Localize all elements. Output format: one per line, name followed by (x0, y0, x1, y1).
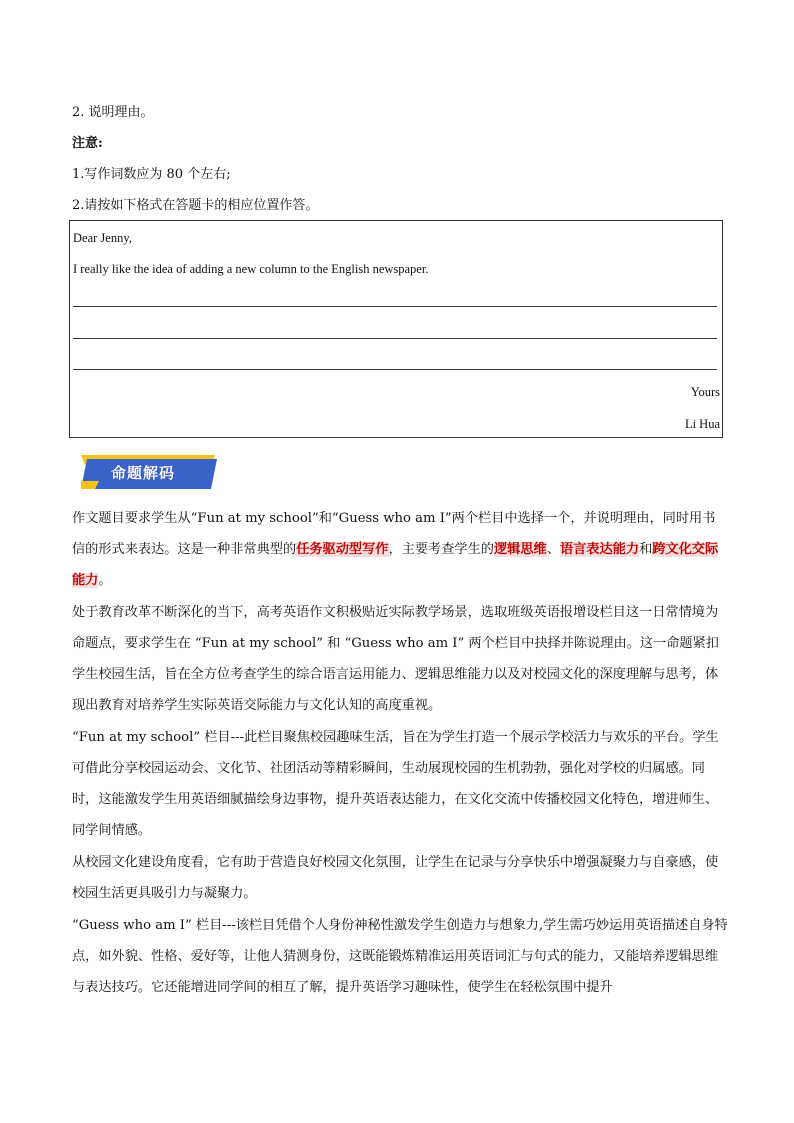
analysis-paragraph: 从校园文化建设角度看，它有助于营造良好校园文化氛围，让学生在记录与分享快乐中增强凝聚力与自豪感，使校园生活更具吸引力与凝聚力。 (72, 855, 719, 901)
note-item-1: 1.写作词数应为 80 个左右; (72, 167, 231, 182)
letter-opening: I really like the idea of adding a new column to the English newspaper. (73, 262, 429, 276)
highlight-term: 逻辑思维 (494, 542, 547, 557)
note-label: 注意: (72, 136, 103, 151)
analysis-paragraph: “Fun at my school” 栏目---此栏目聚焦校园趣味生活，旨在为学生打造一个展示学校活力与欢乐的平台。学生可借此分享校园运动会、文化节、社团活动等精彩瞬间，生动展现校园的生机勃勃，强化对学校的归属感。同时，这能激发学生用英语细腻描绘身边事物，提升英语表达能力，在文化交流中传播校园文化特色，增进师生、同学间情感。 (72, 730, 719, 838)
writing-line (73, 369, 717, 370)
letter-greeting: Dear Jenny, (73, 231, 132, 245)
letter-signature: Li Hua (684, 417, 720, 431)
highlight-term: 语言表达能力 (559, 542, 640, 557)
letter-closing: Yours (690, 385, 720, 399)
letter-template-box (69, 220, 723, 438)
instruction-line: 2. 说明理由。 (72, 105, 154, 120)
analysis-paragraph: “Guess who am I” 栏目---该栏目凭借个人身份神秘性激发学生创造力与想象力,学生需巧妙运用英语描述自身特点，如外貌、性格、爱好等，让他人猜测身份，这既能锻炼精准运用英语词汇与句式的能力，又能培养逻辑思维与表达技巧。它还能增进同学间的相互了解，提升英语学习趣味性，使学生在轻松氛围中提升 (72, 918, 728, 995)
note-item-2: 2.请按如下格式在答题卡的相应位置作答。 (72, 198, 319, 213)
writing-line (73, 306, 717, 307)
writing-line (73, 338, 717, 339)
highlight-term: 任务驱动型写作 (296, 542, 389, 557)
section-banner (79, 453, 219, 491)
banner-label: 命题解码 (111, 464, 176, 482)
analysis-paragraph: 处于教育改革不断深化的当下，高考英语作文积极贴近实际教学场景，选取班级英语报增设栏目这一日常情境为命题点，要求学生在 “Fun at my school” 和 “Guess who am I” 两个栏目中抉择并陈说理由。这一命题紧扣学生校园生活，旨在全方位考查学生的综合语言运用能力、逻辑思维能力以及对校园文化的深度理解与思考，体现出教育对培养学生实际英语交际能力与文化认知的高度重视。 (72, 605, 719, 713)
analysis-paragraph: 作文题目要求学生从“Fun at my school”和“Guess who am I”两个栏目中选择一个，并说明理由，同时用书信的形式来表达。这是一种非常典型的任务驱动型写作，主要考查学生的逻辑思维、语言表达能力和跨文化交际能力。 (72, 511, 719, 588)
highlight-term: 跨文化交际能力 (72, 542, 719, 588)
